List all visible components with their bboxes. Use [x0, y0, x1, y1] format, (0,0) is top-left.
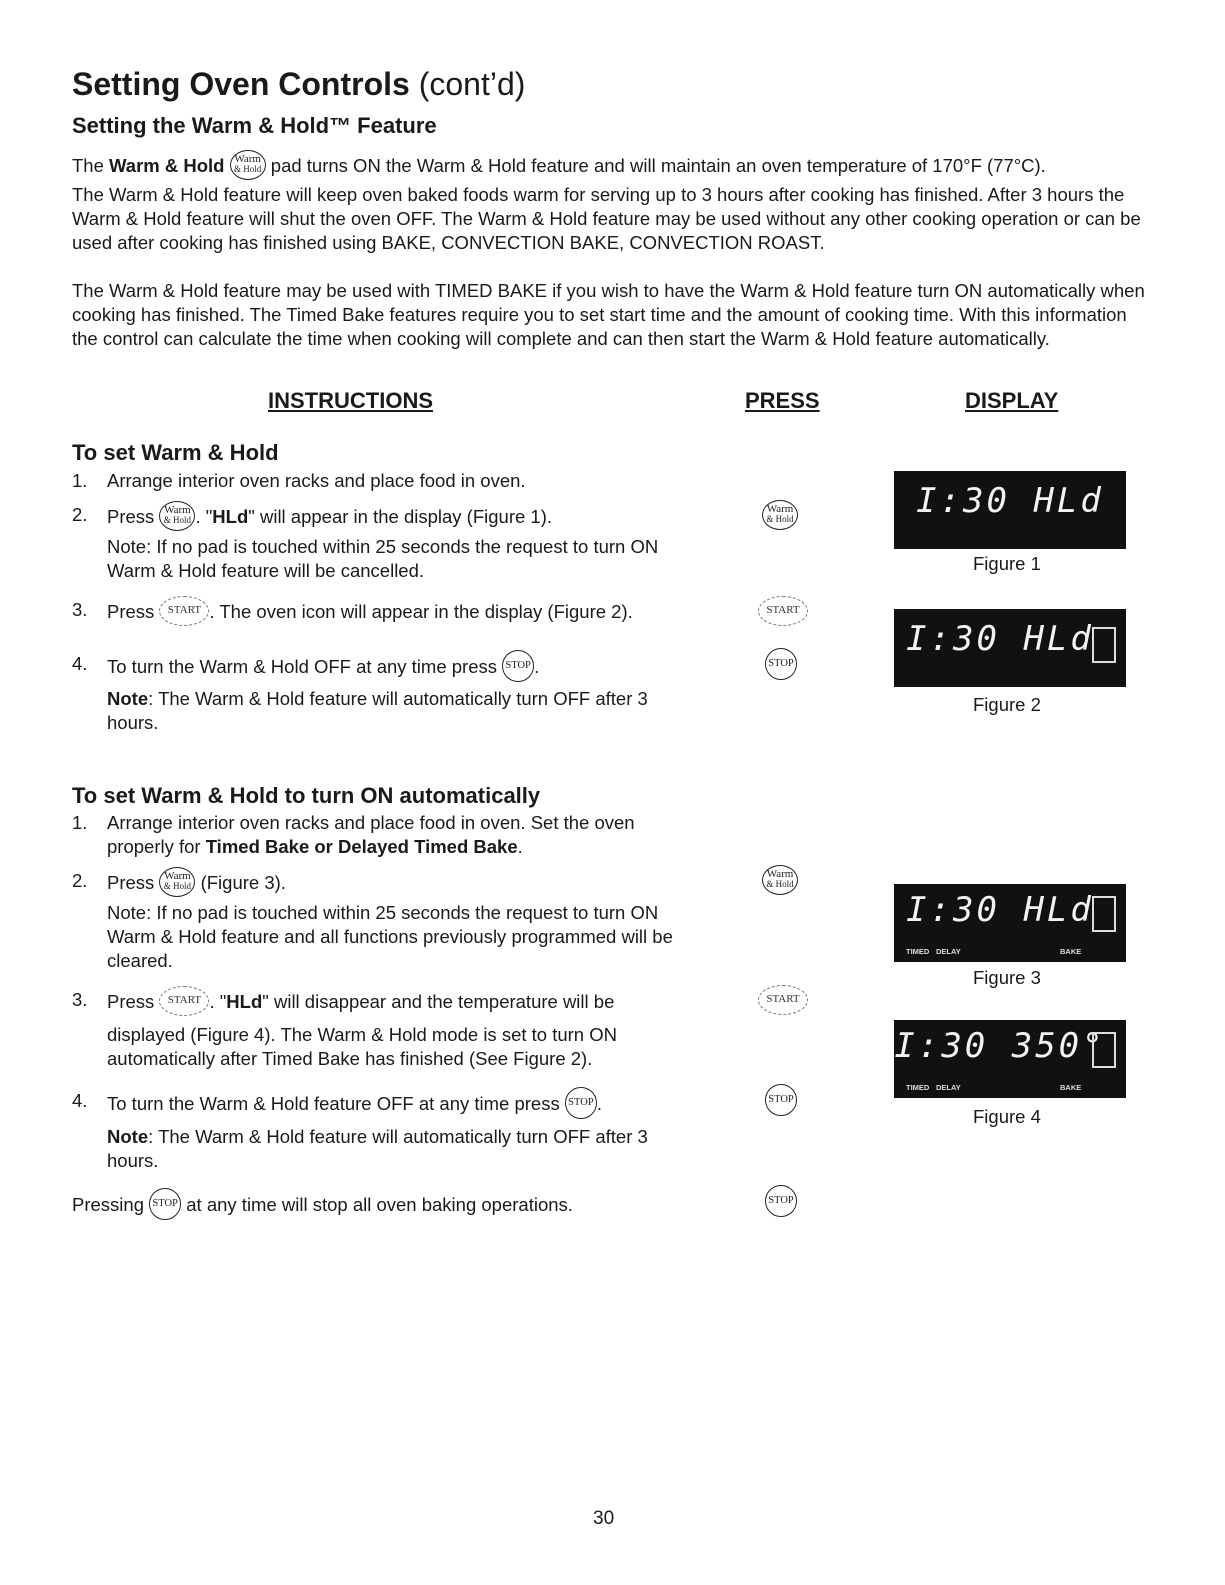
display-readout: I:30 350°: [894, 1026, 1106, 1066]
stop-pad-icon: STOP: [765, 648, 797, 680]
press-stop-3[interactable]: [765, 1185, 797, 1217]
warm-hold-bold: Warm & Hold: [109, 154, 225, 176]
bake-label: BAKE: [1060, 1083, 1082, 1092]
column-instructions: INSTRUCTIONS: [268, 388, 433, 413]
warm-hold-pad-icon: Warm & Hold: [159, 501, 195, 531]
delay-label: DELAY: [936, 1083, 961, 1092]
intro-text: The: [72, 154, 104, 176]
section1-step-3: 3. Press START . The oven icon will appear in the display (Figure 2).: [72, 598, 692, 628]
stop-pad-icon: STOP: [765, 1084, 797, 1116]
stop-pad-icon: STOP: [565, 1087, 597, 1119]
section1-step-2-note: Note: If no pad is touched within 25 seconds the request to turn ON Warm & Hold feature will be cancelled.: [107, 536, 659, 581]
oven-icon: [1092, 627, 1116, 663]
section1-heading: To set Warm & Hold: [72, 440, 279, 465]
section2-step-1: 1. Arrange interior oven racks and place food in oven. Set the oven properly for Timed Bake or Delayed Timed Bake.: [72, 812, 635, 857]
press-start-2[interactable]: [758, 985, 808, 1015]
column-press: PRESS: [745, 388, 820, 413]
warm-hold-pad-icon: Warm & Hold: [762, 865, 798, 895]
section1-step-4: 4. To turn the Warm & Hold OFF at any time press STOP .: [72, 652, 692, 684]
start-pad-icon: START: [758, 985, 808, 1015]
timed-label: TIMED: [906, 1083, 930, 1092]
stop-pad-icon: STOP: [502, 650, 534, 682]
page-number: 30: [593, 1508, 615, 1529]
oven-icon: [1092, 1032, 1116, 1068]
display-figure-4: [894, 1020, 1126, 1098]
bake-label: BAKE: [1060, 947, 1082, 956]
stop-pad-icon: STOP: [765, 1185, 797, 1217]
section2-step-3: 3. Press START . "HLd" will disappear and the temperature will be: [72, 988, 692, 1018]
warm-hold-pad-icon: Warm & Hold: [762, 500, 798, 530]
figure-2-caption: Figure 2: [973, 694, 1041, 715]
warm-hold-pad-icon: Warm & Hold: [159, 867, 195, 897]
display-figure-3: [894, 884, 1126, 962]
stop-pad-icon: STOP: [149, 1188, 181, 1220]
press-stop-2[interactable]: [765, 1084, 797, 1116]
page-title-main: Setting Oven Controls: [72, 66, 410, 102]
intro-paragraph-1: [72, 152, 1152, 182]
page-title: [72, 66, 525, 103]
display-readout: I:30 HLd: [906, 890, 1094, 930]
section2-step-2: 2. Press Warm & Hold (Figure 3).: [72, 869, 692, 899]
section1-step-2: 2. Press Warm & Hold . "HLd" will appear in the display (Figure 1).: [72, 503, 692, 533]
press-start-1[interactable]: [758, 596, 808, 626]
press-warm-hold-1[interactable]: [762, 500, 798, 530]
press-warm-hold-2[interactable]: [762, 865, 798, 895]
timed-label: TIMED: [906, 947, 930, 956]
figure-3-caption: Figure 3: [973, 967, 1041, 988]
section2-step-3-cont: displayed (Figure 4). The Warm & Hold mode is set to turn ON automatically after Timed Bake has finished (See Figure 2).: [107, 1024, 617, 1069]
display-figure-2: [894, 609, 1126, 687]
delay-label: DELAY: [936, 947, 961, 956]
start-pad-icon: START: [159, 596, 209, 626]
section1-step-4-note: Note: The Warm & Hold feature will automatically turn OFF after 3 hours.: [107, 688, 648, 733]
section2-step-4-note: Note: The Warm & Hold feature will automatically turn OFF after 3 hours.: [107, 1126, 648, 1171]
section2-step-4: 4. To turn the Warm & Hold feature OFF at any time press STOP .: [72, 1089, 692, 1121]
pressing-stop-note: Pressing STOP at any time will stop all oven baking operations.: [72, 1190, 732, 1222]
intro-paragraph-3: The Warm & Hold feature may be used with TIMED BAKE if you wish to have the Warm & Hold feature turn ON automatically when cooking has finished. The Timed Bake features require you to set start time and the amount of cooking time. With this information the control can calculate the time when cooking will complete and can then start the Warm & Hold feature automatically.: [72, 280, 1145, 349]
section2-step-2-note: Note: If no pad is touched within 25 seconds the request to turn ON Warm & Hold feature and all functions previously programmed will be cleared.: [107, 902, 673, 971]
start-pad-icon: START: [758, 596, 808, 626]
warm-hold-pad-icon: Warm & Hold: [230, 150, 266, 180]
column-display: DISPLAY: [965, 388, 1059, 413]
figure-1-caption: Figure 1: [973, 553, 1041, 574]
intro-text: pad turns ON the Warm & Hold feature and will maintain an oven temperature of 170°F (77°C).: [270, 154, 1046, 176]
display-readout: I:30 HLd: [916, 481, 1104, 521]
display-figure-1: [894, 471, 1126, 549]
display-readout: I:30 HLd: [906, 619, 1094, 659]
section1-step-1: 1. Arrange interior oven racks and place food in oven.: [72, 470, 526, 491]
start-pad-icon: START: [159, 986, 209, 1016]
section-subtitle: Setting the Warm & Hold™ Feature: [72, 113, 437, 138]
figure-4-caption: Figure 4: [973, 1106, 1041, 1127]
page-title-cont: (cont’d): [418, 66, 526, 102]
intro-paragraph-2: The Warm & Hold feature will keep oven baked foods warm for serving up to 3 hours after cooking has finished. After 3 hours the Warm & Hold feature will shut the oven OFF. The Warm & Hold feature may be used without any other cooking operation or can be used after cooking has finished using BAKE, CONVECTION BAKE, CONVECTION ROAST.: [72, 184, 1141, 253]
section2-heading: To set Warm & Hold to turn ON automatically: [72, 783, 541, 808]
press-stop-1[interactable]: [765, 648, 797, 680]
oven-icon: [1092, 896, 1116, 932]
